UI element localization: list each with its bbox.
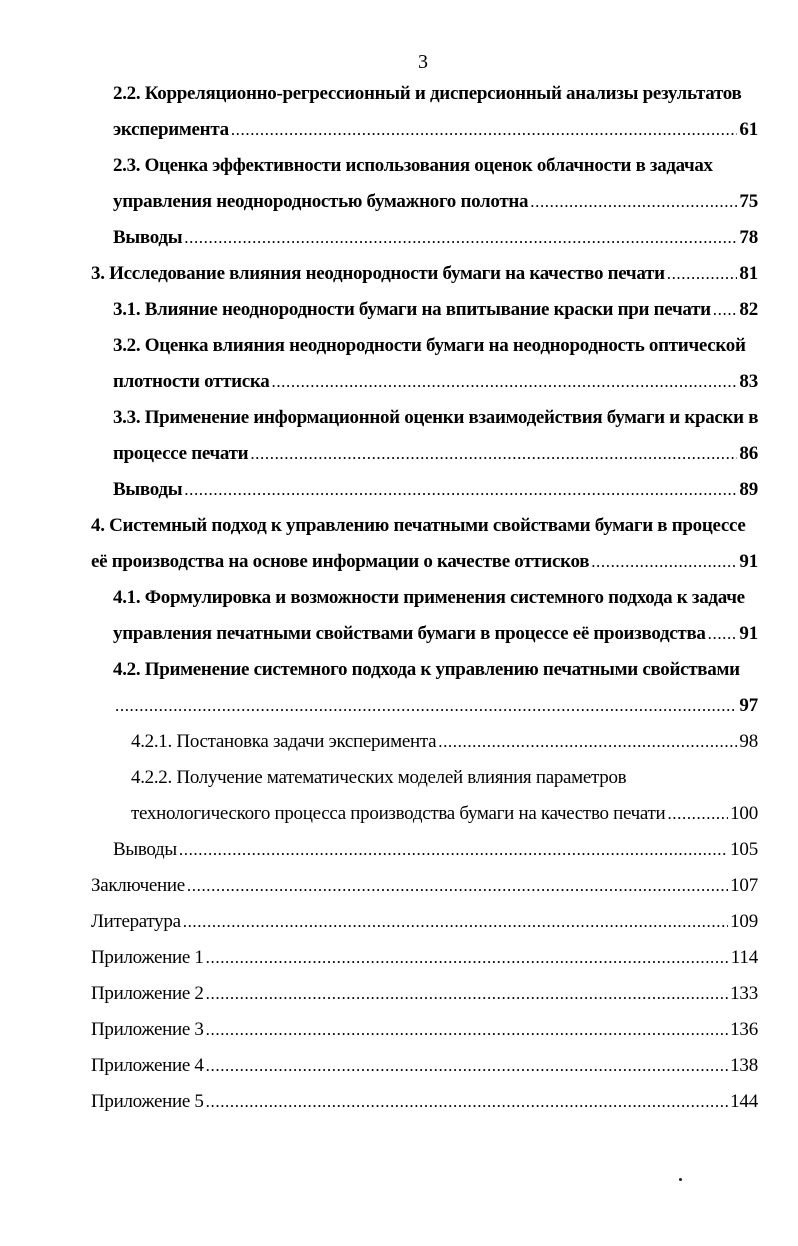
toc-page-number: 114	[730, 947, 758, 968]
toc-entry-text: 4.2.2. Получение математических моделей влияния параметров	[131, 767, 627, 788]
toc-page-number: 138	[730, 1055, 758, 1076]
dot-leader	[183, 909, 728, 935]
dot-leader	[206, 945, 729, 971]
toc-entry-text: 2.2. Корреляционно-регрессионный и дисперсионный анализы результатов	[113, 83, 742, 104]
dot-leader	[231, 117, 738, 143]
toc-line	[113, 117, 758, 143]
toc-page-number: 91	[739, 551, 758, 572]
toc-page-number: 100	[730, 803, 758, 824]
toc-entry-text: 4. Системный подход к управлению печатными свойствами бумаги в процессе	[91, 515, 746, 536]
dot-leader	[591, 549, 737, 575]
toc-line	[113, 333, 749, 359]
toc-line	[113, 225, 758, 251]
toc-line	[91, 1053, 758, 1079]
dot-leader	[184, 477, 737, 503]
toc-entry-text: 2.3. Оценка эффективности использования оценок облачности в задачах	[113, 155, 713, 176]
toc-page-number: 82	[739, 299, 758, 320]
toc-line	[113, 657, 741, 683]
toc-line	[113, 477, 758, 503]
dot-leader	[530, 189, 737, 215]
dot-leader	[206, 1089, 728, 1115]
toc-line	[113, 297, 758, 323]
toc-entry-text: Заключение	[91, 875, 185, 896]
toc-line	[113, 441, 758, 467]
toc-entry-text: эксперимента	[113, 119, 229, 140]
toc-line	[131, 801, 758, 827]
dot-leader	[206, 1053, 728, 1079]
dot-leader	[179, 837, 728, 863]
dot-leader	[206, 981, 728, 1007]
toc-page-number: 109	[730, 911, 758, 932]
toc-line	[113, 369, 758, 395]
dot-leader	[271, 369, 737, 395]
toc-page-number: 89	[739, 479, 758, 500]
toc-entry-text: Приложение 5	[91, 1091, 204, 1112]
toc-entry-text: 4.1. Формулировка и возможности применения системного подхода к задаче	[113, 587, 745, 608]
dot-leader	[115, 693, 737, 719]
toc-entry-text: Приложение 3	[91, 1019, 204, 1040]
toc-entry-text: управления печатными свойствами бумаги в процессе её производства	[113, 623, 706, 644]
toc-page-number: 61	[739, 119, 758, 140]
toc-page-number: 136	[730, 1019, 758, 1040]
toc-entry-text: Выводы	[113, 839, 177, 860]
toc-entry-text: 4.2.1. Постановка задачи эксперимента	[131, 731, 437, 752]
dot-leader	[667, 261, 738, 287]
toc-page-number: 97	[739, 695, 758, 716]
toc-line	[113, 585, 749, 611]
toc-page-number: 86	[739, 443, 758, 464]
toc-entry-text: Литература	[91, 911, 181, 932]
dot-leader	[187, 873, 728, 899]
toc-entry-text: Приложение 1	[91, 947, 204, 968]
toc-entry-text: Приложение 2	[91, 983, 204, 1004]
dot-leader	[250, 441, 737, 467]
dot-leader	[708, 621, 738, 647]
scan-dot	[679, 1178, 682, 1181]
toc-line	[91, 909, 758, 935]
toc-line	[113, 153, 713, 179]
toc-line	[113, 405, 758, 431]
dot-leader	[184, 225, 737, 251]
toc-entry-text: плотности оттиска	[113, 371, 270, 392]
dot-leader	[713, 297, 738, 323]
toc-line	[91, 513, 749, 539]
toc-entry-text: 3.3. Применение информационной оценки взаимодействия бумаги и краски в	[113, 407, 759, 428]
toc-line	[91, 945, 758, 971]
toc-entry-text: 3.2. Оценка влияния неоднородности бумаги на неоднородность оптической	[113, 335, 746, 356]
toc-page-number: 75	[739, 191, 758, 212]
toc-line	[131, 765, 661, 791]
toc-entry-text: 4.2. Применение системного подхода к управлению печатными свойствами	[113, 659, 740, 680]
toc-line	[91, 549, 758, 575]
toc-line	[113, 621, 758, 647]
toc-page-number: 98	[739, 731, 758, 752]
toc-page-number: 133	[730, 983, 758, 1004]
toc-page-number: 144	[730, 1091, 758, 1112]
toc-entry-text: технологического процесса производства бумаги на качество печати	[131, 803, 666, 824]
dot-leader	[667, 801, 728, 827]
toc-entry-text: Выводы	[113, 479, 183, 500]
toc-page-number: 78	[739, 227, 758, 248]
toc-line	[113, 693, 758, 719]
toc-page-number: 83	[739, 371, 758, 392]
toc-entry-text: её производства на основе информации о качестве оттисков	[91, 551, 590, 572]
toc-entry-text: 3.1. Влияние неоднородности бумаги на впитывание краски при печати	[113, 299, 711, 320]
toc-entry-text: процессе печати	[113, 443, 249, 464]
toc-entry-text: 3. Исследование влияния неоднородности бумаги на качество печати	[91, 263, 665, 284]
dot-leader	[438, 729, 737, 755]
toc-line	[91, 261, 758, 287]
toc-page-number: 91	[739, 623, 758, 644]
toc-line	[113, 837, 758, 863]
toc-entry-text: Выводы	[113, 227, 183, 248]
toc-line	[113, 189, 758, 215]
toc-page-number: 105	[730, 839, 758, 860]
toc-line	[131, 729, 758, 755]
page-number: 3	[418, 51, 428, 73]
toc-line	[91, 873, 758, 899]
toc-line	[91, 1089, 758, 1115]
toc-entry-text: Приложение 4	[91, 1055, 204, 1076]
toc-page-number: 81	[739, 263, 758, 284]
toc-line	[113, 81, 741, 107]
toc-line	[91, 981, 758, 1007]
toc-page-number: 107	[730, 875, 758, 896]
toc-entry-text: управления неоднородностью бумажного полотна	[113, 191, 529, 212]
dot-leader	[206, 1017, 728, 1043]
toc-line	[91, 1017, 758, 1043]
